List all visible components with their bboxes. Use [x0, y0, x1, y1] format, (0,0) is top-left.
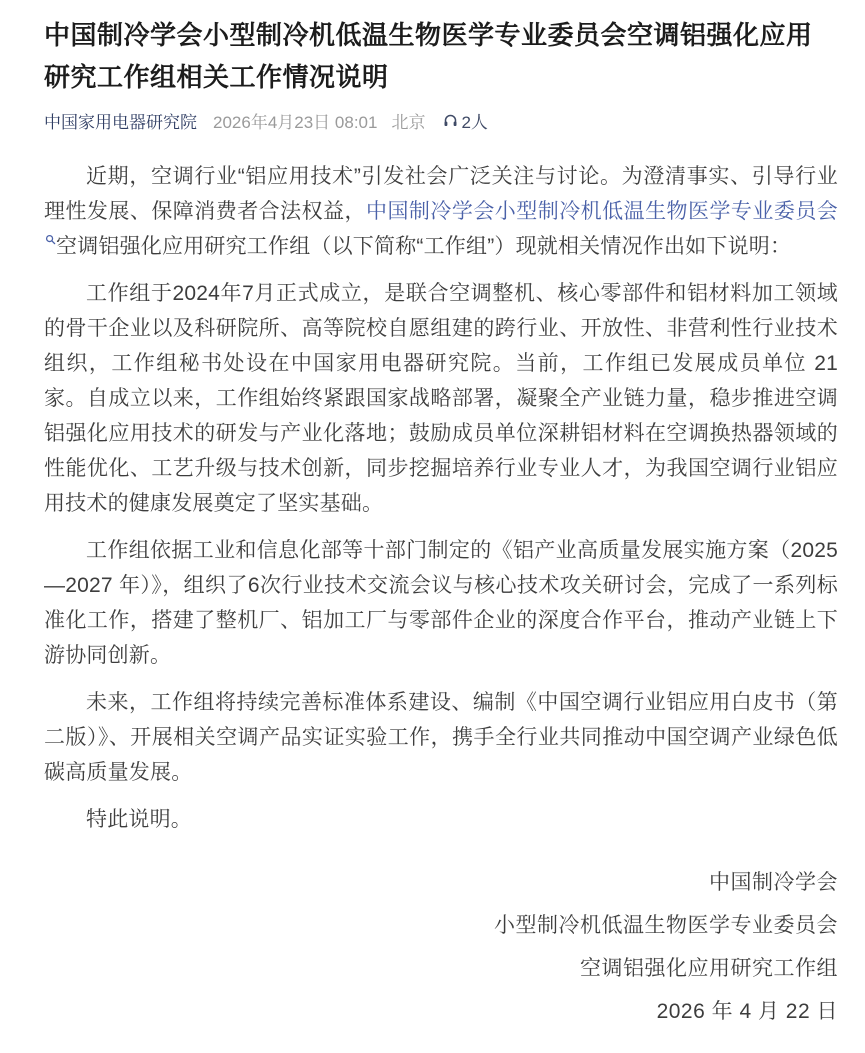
headphones-icon [443, 113, 458, 128]
publish-location: 北京 [391, 113, 426, 132]
listeners-badge[interactable] [443, 108, 487, 133]
paragraph-text: 近期，空调行业“铝应用技术”引发社会广泛关注与讨论。为澄清事实、引导行业理性发展、保障消费者合法权益， [44, 165, 838, 223]
paragraph-2: 工作组于2024年7月正式成立，是联合空调整机、核心零部件和铝材料加工领域的骨干企业以及科研院所、高等院校自愿组建的跨行业、开放性、非营利性行业技术组织，工作组秘书处设在中国家用电器研究院。当前，工作组已发展成员单位 21 家。自成立以来，工作组始终紧跟国家战略部署，凝聚全产业链力量，稳步推进空调铝强化应用技术的研发与产业化落地；鼓励成员单位深耕铝材料在空调换热器领域的性能优化、工艺升级与技术创新，同步挖掘培养行业专业人才，为我国空调行业铝应用技术的健康发展奠定了坚实基础。 [44, 282, 838, 515]
search-icon[interactable] [45, 236, 56, 248]
listener-count: 2人 [461, 113, 488, 132]
paragraph-5: 特此说明。 [86, 808, 192, 831]
signature-org-2: 小型制冷机低温生物医学专业委员会 [494, 914, 838, 937]
entity-link-text: 中国制冷学会小型制冷机低温生物医学专业委员会 [366, 200, 838, 223]
signature-block [44, 861, 838, 1033]
publish-datetime: 2026年4月23日 08:01 [213, 113, 378, 132]
signature-org-1: 中国制冷学会 [709, 871, 838, 894]
article-title: 中国制冷学会小型制冷机低温生物医学专业委员会空调铝强化应用研究工作组相关工作情况说明 [44, 20, 813, 92]
paragraph-4: 未来，工作组将持续完善标准体系建设、编制《中国空调行业铝应用白皮书（第二版）》、开展相关空调产品实证实验工作，携手全行业共同推动中国空调产业绿色低碳高质量发展。 [44, 691, 838, 784]
signature-org-3: 空调铝强化应用研究工作组 [580, 957, 838, 980]
byline [44, 108, 838, 133]
signature-date: 2026 年 4 月 22 日 [656, 1000, 838, 1023]
paragraph-text: 空调铝强化应用研究工作组（以下简称“工作组”）现就相关情况作出如下说明： [56, 235, 792, 258]
paragraph-1 [44, 159, 838, 264]
article-body [44, 159, 838, 837]
paragraph-3: 工作组依据工业和信息化部等十部门制定的《铝产业高质量发展实施方案（2025—2027 年）》，组织了6次行业技术交流会议与核心技术攻关研讨会，完成了一系列标准化工作，搭建了整机厂、铝加工厂与零部件企业的深度合作平台，推动产业链上下游协同创新。 [44, 539, 838, 667]
source-link[interactable]: 中国家用电器研究院 [44, 113, 197, 132]
